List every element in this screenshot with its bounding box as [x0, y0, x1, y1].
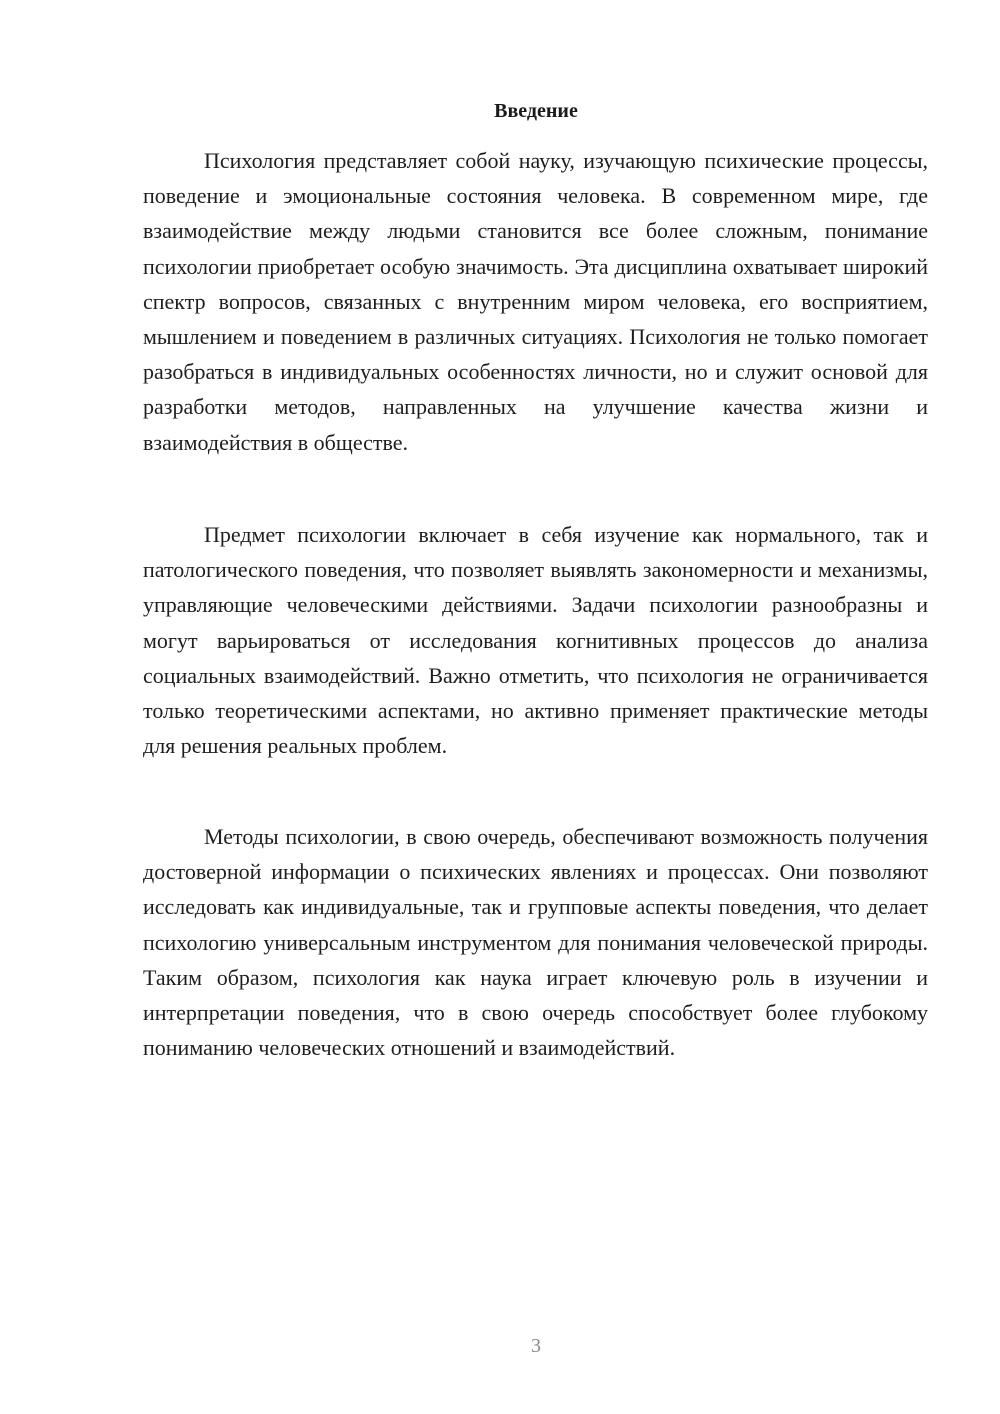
paragraph-1: Психология представляет собой науку, изучающую психические процессы, поведение и эмоциональные состояния человека. В современном мире, где взаимодействие между людьми становится все более сложным, понимание психологии приобретает особую значимость. Эта дисциплина охватывает широкий спектр вопросов, связанных с внутренним миром человека, его восприятием, мышлением и поведением в различных ситуациях. Психология не только помогает разобраться в индивидуальных особенностях личности, но и служит основой для разработки методов, направленных на улучшение качества жизни и взаимодействия в обществе.: [143, 148, 928, 455]
section-heading: Введение: [494, 100, 578, 122]
page-number: 3: [531, 1335, 541, 1357]
paragraph-3: Методы психологии, в свою очередь, обеспечивают возможность получения достоверной информации о психических явлениях и процессах. Они позволяют исследовать как индивидуальные, так и групповые аспекты поведения, что делает психологию универсальным инструментом для понимания человеческой природы. Таким образом, психология как наука играет ключевую роль в изучении и интерпретации поведения, что в свою очередь способствует более глубокому пониманию человеческих отношений и взаимодействий.: [143, 824, 928, 1061]
paragraph-2: Предмет психологии включает в себя изучение как нормального, так и патологического поведения, что позволяет выявлять закономерности и механизмы, управляющие человеческими действиями. Задачи психологии разнообразны и могут варьироваться от исследования когнитивных процессов до анализа социальных взаимодействий. Важно отметить, что психология не ограничивается только теоретическими аспектами, но активно применяет практические методы для решения реальных проблем.: [143, 522, 928, 759]
